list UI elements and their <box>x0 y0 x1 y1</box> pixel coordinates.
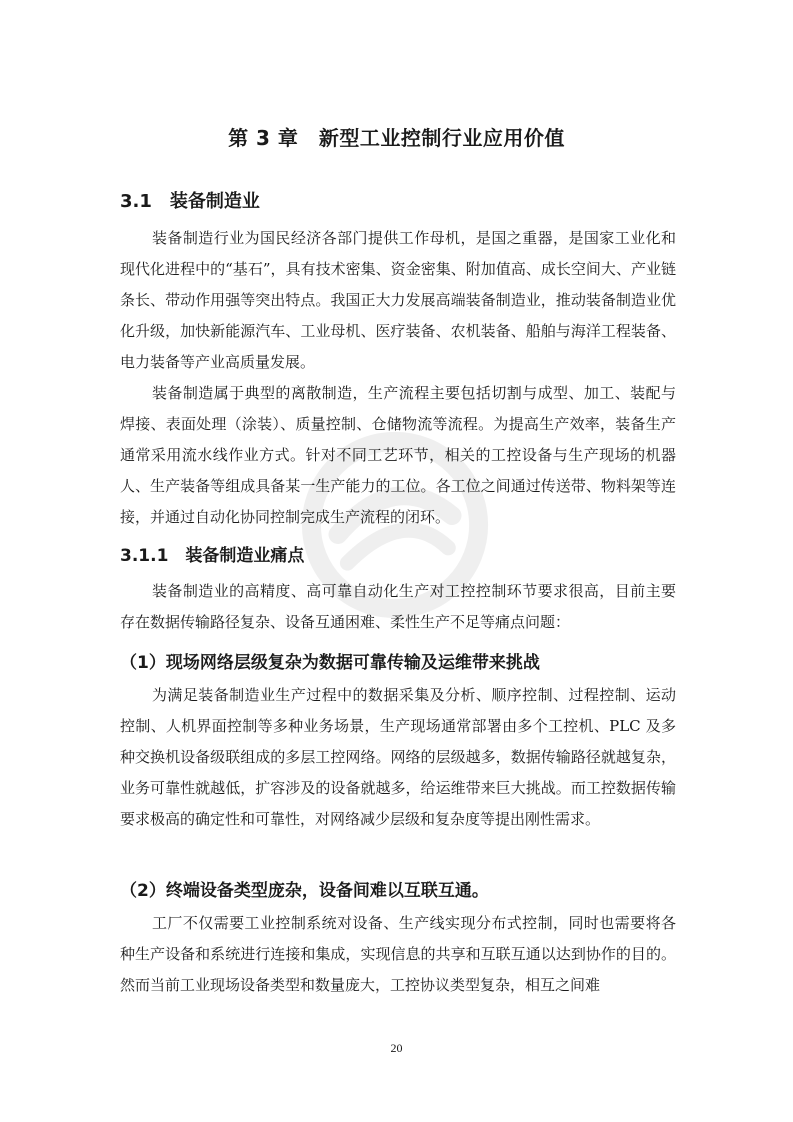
point-2-heading: （2）终端设备类型庞杂，设备间难以互联互通。 <box>120 881 489 901</box>
point-1-heading: （1）现场网络层级复杂为数据可靠传输及运维带来挑战 <box>120 653 540 673</box>
subsection-intro-paragraph: 装备制造业的高精度、高可靠自动化生产对工控控制环节要求很高，目前主要存在数据传输路径复杂、设备互通困难、柔性生产不足等痛点问题： <box>120 582 676 631</box>
point-1-paragraph: 为满足装备制造业生产过程中的数据采集及分析、顺序控制、过程控制、运动控制、人机界面控制等多种业务场景，生产现场通常部署由多个工控机、PLC 及多种交换机设备级联组成的多层工控网络。网络的层级越多，数据传输路径就越复杂，业务可靠性就越低，扩容涉及的设备就越多，给运维带来巨大挑战。而工控数据传输要求极高的确定性和可靠性，对网络减少层级和复杂度等提出刚性需求。 <box>120 686 676 828</box>
point-2-paragraph: 工厂不仅需要工业控制系统对设备、生产线实现分布式控制，同时也需要将各种生产设备和系统进行连接和集成，实现信息的共享和互联互通以达到协作的目的。然而当前工业现场设备类型和数量庞大，工控协议类型复杂，相互之间难 <box>120 914 676 994</box>
section-paragraph-2: 装备制造属于典型的离散制造，生产流程主要包括切割与成型、加工、装配与焊接、表面处理（涂装）、质量控制、仓储物流等流程。为提高生产效率，装备生产通常采用流水线作业方式。针对不同工艺环节，相关的工控设备与生产现场的机器人、生产装备等组成具备某一生产能力的工位。各工位之间通过传送带、物料架等连接，并通过自动化协同控制完成生产流程的闭环。 <box>120 384 676 526</box>
section-title: 3.1 装备制造业 <box>120 191 260 212</box>
section-paragraph-1: 装备制造行业为国民经济各部门提供工作母机，是国之重器，是国家工业化和现代化进程中的“基石”，具有技术密集、资金密集、附加值高、成长空间大、产业链条长、带动作用强等突出特点。我国正大力发展高端装备制造业，推动装备制造业优化升级，加快新能源汽车、工业母机、医疗装备、农机装备、船舶与海洋工程装备、电力装备等产业高质量发展。 <box>120 229 676 371</box>
chapter-title: 第 3 章 新型工业控制行业应用价值 <box>228 126 565 150</box>
page-number: 20 <box>390 1041 403 1055</box>
subsection-title: 3.1.1 装备制造业痛点 <box>120 546 305 566</box>
